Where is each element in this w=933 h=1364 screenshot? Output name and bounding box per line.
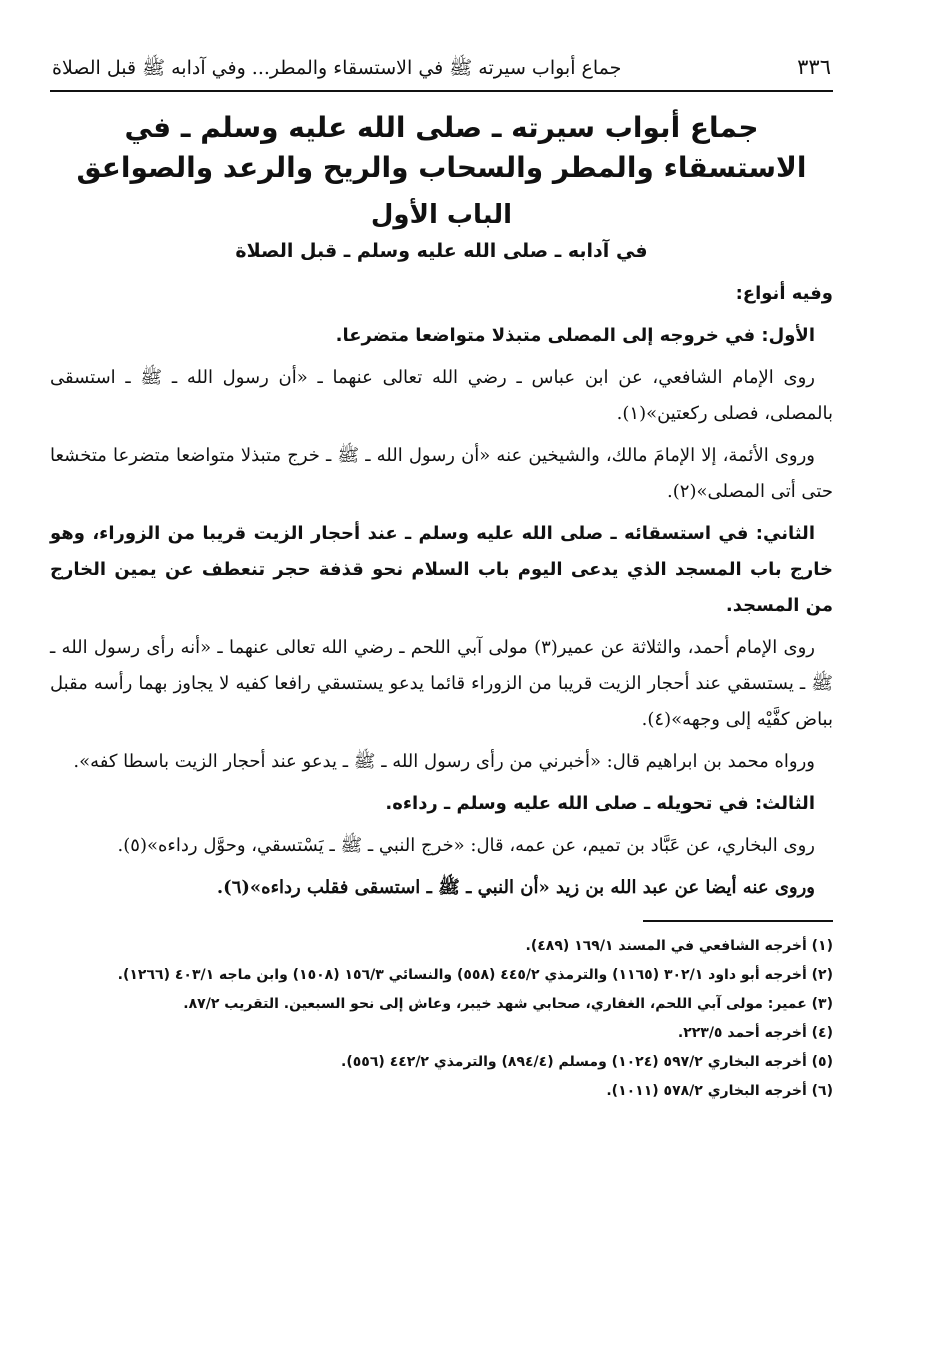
footnote: (٥) أخرجه البخاري ٥٩٧/٢ (١٠٢٤) ومسلم (٨٩٤/٤) والترمذي ٤٤٢/٢ (٥٥٦).	[341, 1054, 833, 1070]
chapter-title-line-2: الاستسقاء والمطر والسحاب والريح والرعد والصواعق	[76, 151, 807, 184]
footnote-divider	[643, 920, 833, 922]
chapter-title-line-1: جماع أبواب سيرته ـ صلى الله عليه وسلم ـ في	[124, 111, 759, 144]
paragraph-heading-second: الثاني: في استسقائه ـ صلى الله عليه وسلم ـ عند أحجار الزيت قريبا من الزوراء، وهو خارج باب المسجد الذي يدعى اليوم باب السلام نحو قذفة حجر تنعطف عن يمين الخارج من المسجد.	[50, 523, 833, 616]
body-text	[50, 276, 833, 906]
paragraph: وروى عنه أيضا عن عبد الله بن زيد «أن النبي ـ ﷺ ـ استسقى فقلب رداءه»(٦).	[216, 877, 815, 898]
section-title: الباب الأول	[370, 200, 513, 230]
section-subtitle: في آدابه ـ صلى الله عليه وسلم ـ قبل الصلاة	[235, 240, 648, 262]
footnote: (١) أخرجه الشافعي في المسند ١٦٩/١ (٤٨٩).	[525, 938, 833, 954]
page-number: ٣٣٦	[797, 55, 831, 79]
paragraph-heading-third: الثالث: في تحويله ـ صلى الله عليه وسلم ـ رداءه.	[385, 793, 815, 814]
book-page	[50, 55, 833, 1334]
paragraph-heading-first: الأول: في خروجه إلى المصلى متبذلا متواضعا متضرعا.	[335, 325, 815, 346]
paragraph: روى الإمام أحمد، والثلاثة عن عمير(٣) مولى آبي اللحم ـ رضي الله تعالى عنهما ـ «أنه رأى رسول الله ـ ﷺ ـ يستسقي عند أحجار الزيت قريبا من الزوراء قائما يدعو يستسقي رافعا كفيه لا يجاوز بهما رأسه مقبل بباض كفَّيْه إلى وجهه»(٤).	[50, 637, 833, 730]
paragraph: وروى الأئمة، إلا الإمامَ مالك، والشيخين عنه «أن رسول الله ـ ﷺ ـ خرج متبذلا متواضعا متضرعا متخشعا حتى أتى المصلى»(٢).	[50, 445, 833, 502]
running-head-title: جماع أبواب سيرته ﷺ في الاستسقاء والمطر... وفي آدابه ﷺ قبل الصلاة	[52, 57, 622, 79]
running-head	[50, 55, 833, 92]
paragraph: روى الإمام الشافعي، عن ابن عباس ـ رضي الله تعالى عنهما ـ «أن رسول الله ـ ﷺ ـ استسقى بالمصلى، فصلى ركعتين»(١).	[50, 367, 833, 424]
footnote: (٣) عمير: مولى آبي اللحم، الغفاري، صحابي شهد خيبر، وعاش إلى نحو السبعين. التقريب ٨٧/٢.	[183, 996, 833, 1012]
footnote: (٢) أخرجه أبو داود ٣٠٢/١ (١١٦٥) والترمذي ٤٤٥/٢ (٥٥٨) والنسائي ١٥٦/٣ (١٥٠٨) وابن ماجه ٤٠٣/١ (١٢٦٦).	[117, 967, 833, 983]
footnote: (٦) أخرجه البخاري ٥٧٨/٢ (١٠١١).	[606, 1083, 833, 1099]
chapter-title	[50, 108, 833, 188]
paragraph: روى البخاري، عن عَبَّاد بن تميم، عن عمه، قال: «خرج النبي ـ ﷺ ـ يَسْتسقي، وحوَّل رداءه»(٥).	[117, 835, 815, 856]
paragraph-intro: وفيه أنواع:	[735, 283, 833, 304]
paragraph: ورواه محمد بن ابراهيم قال: «أخبرني من رأى رسول الله ـ ﷺ ـ يدعو عند أحجار الزيت باسطا كفه».	[73, 751, 815, 772]
footnotes	[50, 932, 833, 1106]
footnote: (٤) أخرجه أحمد ٢٢٣/٥.	[677, 1025, 833, 1041]
